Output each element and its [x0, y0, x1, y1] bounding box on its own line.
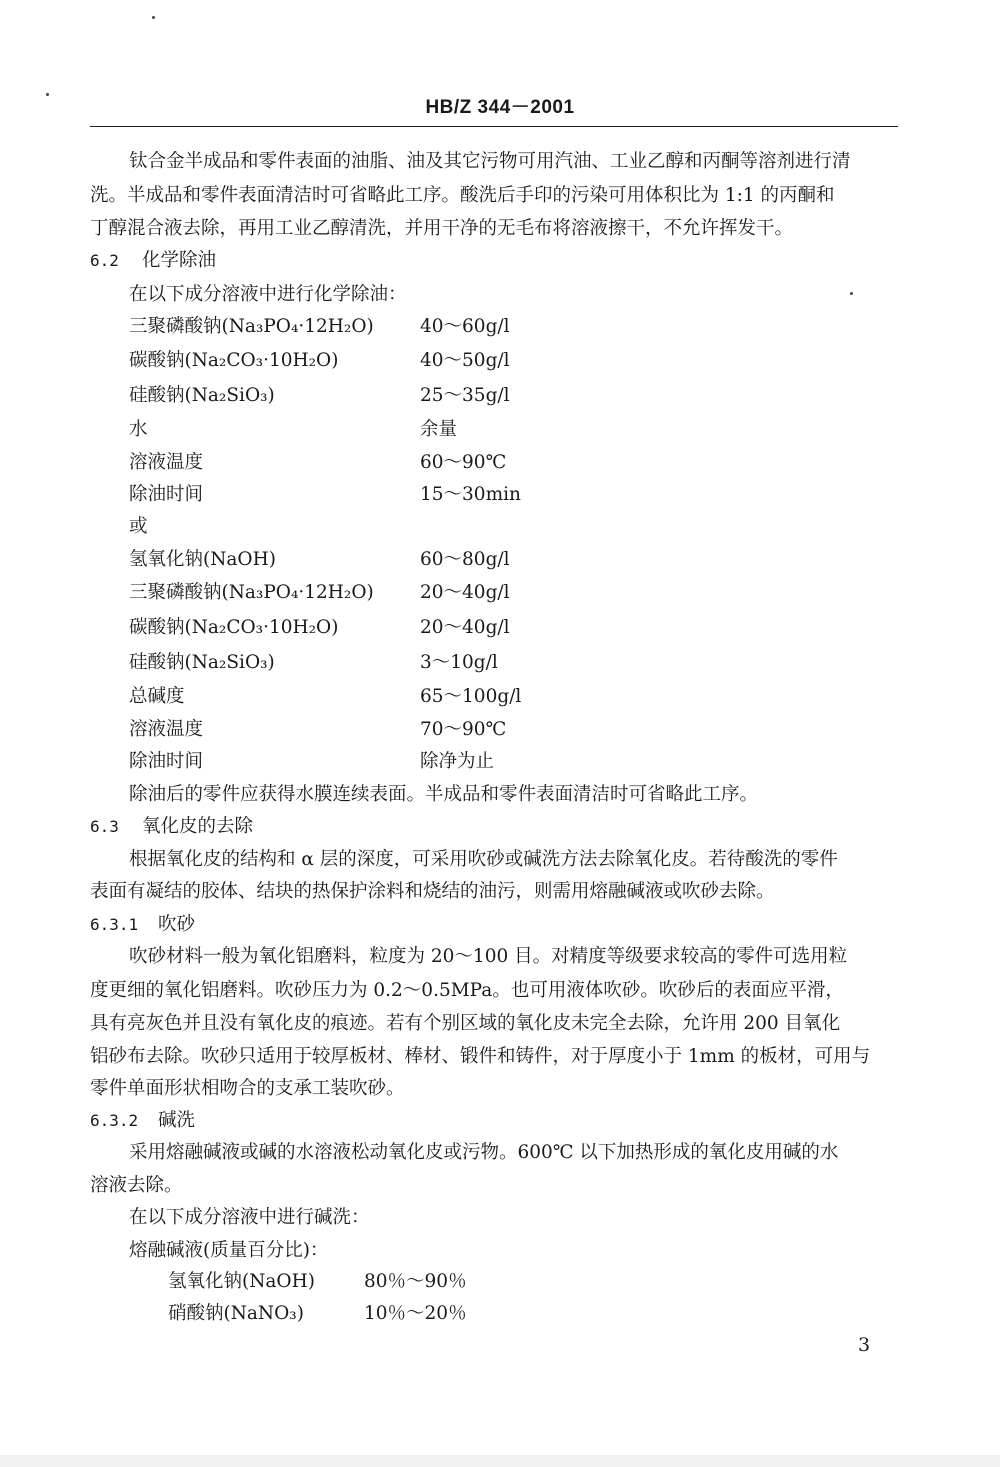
page-header: HB/Z 344－2001 — [425, 97, 575, 118]
section-6-3-1-heading — [90, 909, 195, 941]
recipe-row: 碳酸钠(Na₂CO₃·10H₂O) 40～50g/l — [129, 350, 510, 371]
s632-line-1: 采用熔融碱液或碱的水溶液松动氧化皮或污物。600℃ 以下加热形成的氧化皮用碱的水 — [129, 1142, 839, 1163]
recipe-row: 硅酸钠(Na₂SiO₃) 3～10g/l — [129, 652, 498, 673]
recipe-row: 总碱度 65～100g/l — [129, 686, 522, 707]
recipe-row: 除油时间 15～30min — [129, 484, 521, 505]
page-number: 3 — [858, 1334, 871, 1356]
or-label: 或 — [129, 516, 148, 537]
recipe-row: 氢氧化钠(NaOH) 60～80g/l — [129, 549, 510, 570]
degreasing-note: 除油后的零件应获得水膜连续表面。半成品和零件表面清洁时可省略此工序。 — [129, 784, 759, 805]
s631-line-4: 铝砂布去除。吹砂只适用于较厚板材、棒材、锻件和铸件，对于厚度小于 1mm 的板材，可用与 — [90, 1046, 871, 1067]
recipe-row: 溶液温度 70～90℃ — [129, 719, 507, 740]
section-number: 6.3.2 — [90, 1111, 139, 1130]
intro-line-1: 钛合金半成品和零件表面的油脂、油及其它污物可用汽油、工业乙醇和丙酮等溶剂进行清 — [129, 151, 851, 172]
intro-line-3: 丁醇混合液去除，再用工业乙醇清洗，并用干净的无毛布将溶液擦干，不允许挥发干。 — [90, 218, 794, 239]
s63-line-2: 表面有凝结的胶体、结块的热保护涂料和烧结的油污，则需用熔融碱液或吹砂去除。 — [90, 881, 775, 902]
s632-line-2: 溶液去除。 — [90, 1175, 183, 1196]
s63-line-1: 根据氧化皮的结构和 α 层的深度，可采用吹砂或碱洗方法去除氧化皮。若待酸洗的零件 — [129, 849, 838, 870]
intro-line-2: 洗。半成品和零件表面清洁时可省略此工序。酸洗后手印的污染可用体积比为 1:1 的丙酮和 — [90, 185, 835, 206]
recipe-row: 三聚磷酸钠(Na₃PO₄·12H₂O) 40～60g/l — [129, 316, 510, 337]
s631-line-1: 吹砂材料一般为氧化铝磨料，粒度为 20～100 目。对精度等级要求较高的零件可选用粒 — [129, 946, 848, 967]
s632-lead: 在以下成分溶液中进行碱洗： — [129, 1207, 370, 1228]
section-number: 6.3 — [90, 817, 119, 836]
header-rule — [90, 126, 898, 127]
section-6-2-heading — [90, 245, 216, 277]
recipe-row: 水 余量 — [129, 419, 458, 440]
section-number: 6.3.1 — [90, 915, 139, 934]
section-title: 吹砂 — [158, 914, 196, 935]
s632-sub: 熔融碱液(质量百分比)： — [129, 1240, 329, 1261]
scan-speck — [850, 292, 853, 295]
section-6-3-heading — [90, 811, 253, 843]
scan-speck — [152, 16, 155, 19]
recipe-row: 硅酸钠(Na₂SiO₃) 25～35g/l — [129, 385, 510, 406]
section-title: 氧化皮的去除 — [142, 816, 254, 837]
section-number: 6.2 — [90, 251, 119, 270]
section-title: 化学除油 — [142, 250, 217, 271]
section-title: 碱洗 — [158, 1110, 196, 1131]
recipe-row: 氢氧化钠(NaOH) 80％～90％ — [168, 1271, 467, 1292]
s631-line-5: 零件单面形状相吻合的支承工装吹砂。 — [90, 1078, 405, 1099]
scan-bottom-edge — [0, 1455, 1000, 1467]
s631-line-3: 具有亮灰色并且没有氧化皮的痕迹。若有个别区域的氧化皮未完全去除，允许用 200 目氧化 — [90, 1013, 841, 1034]
recipe-row: 除油时间 除净为止 — [129, 751, 495, 772]
section-lead: 在以下成分溶液中进行化学除油： — [129, 284, 407, 305]
recipe-row: 碳酸钠(Na₂CO₃·10H₂O) 20～40g/l — [129, 617, 510, 638]
s631-line-2: 度更细的氧化铝磨料。吹砂压力为 0.2～0.5MPa。也可用液体吹砂。吹砂后的表面应平滑， — [90, 980, 844, 1001]
recipe-row: 硝酸钠(NaNO₃) 10％～20％ — [168, 1303, 467, 1324]
recipe-row: 溶液温度 60～90℃ — [129, 452, 507, 473]
section-6-3-2-heading — [90, 1105, 195, 1137]
recipe-row: 三聚磷酸钠(Na₃PO₄·12H₂O) 20～40g/l — [129, 582, 510, 603]
